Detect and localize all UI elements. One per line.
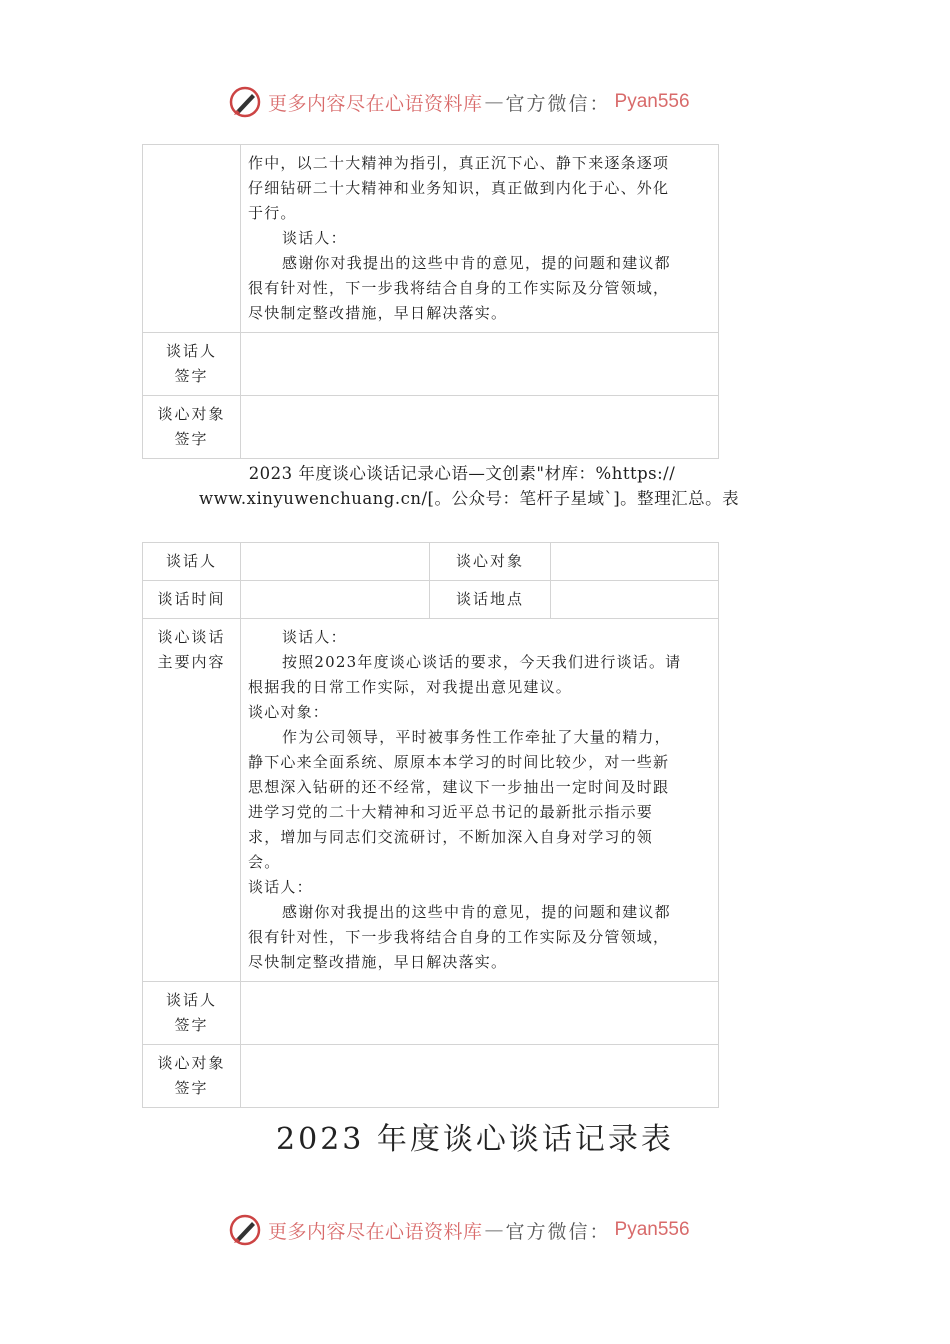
place-field[interactable] (551, 581, 719, 619)
speaker-signature-label: 谈话人 签字 (143, 982, 241, 1045)
content-line: 求，增加与同志们交流研讨，不断加深入自身对学习的领 (248, 828, 654, 846)
reply-line: 尽快制定整改措施，早日解决落实。 (248, 304, 508, 322)
target-field[interactable] (551, 543, 719, 581)
speaker-label: 谈话人： (282, 229, 347, 247)
banner-brand: 更多内容尽在心语资料库 (268, 1220, 483, 1243)
speaker-label: 谈话人： (282, 628, 347, 646)
source-note-line2: www.xinyuwenchuang.cn/[。公众号：笔杆子星域`]。整理汇总。表 (199, 489, 740, 508)
speaker-label: 谈话人： (248, 878, 313, 896)
content-cell (241, 619, 719, 982)
pen-logo-icon (228, 1213, 262, 1247)
banner-wechat-id: Pyan556 (614, 91, 690, 112)
content-line: 进学习党的二十大精神和习近平总书记的最新批示指示要 (248, 803, 654, 821)
content-label: 谈心谈话 主要内容 (143, 619, 241, 982)
reply-line: 感谢你对我提出的这些中肯的意见，提的问题和建议都 (282, 254, 671, 272)
content-line: 作为公司领导，平时被事务性工作牵扯了大量的精力， (282, 728, 671, 746)
content-line: 静下心来全面系统、原原本本学习的时间比较少，对一些新 (248, 753, 670, 771)
empty-label-cell (143, 145, 241, 333)
speaker-signature-label: 谈话人 签字 (143, 333, 241, 396)
content-line: 根据我的日常工作实际，对我提出意见建议。 (248, 678, 573, 696)
banner-separator: — (484, 91, 504, 113)
header-banner (228, 82, 728, 122)
place-label: 谈话地点 (430, 581, 551, 619)
banner-official: 官方微信： (505, 92, 611, 115)
source-note (142, 461, 782, 511)
record-table-continued (142, 144, 719, 459)
content-line: 按照2023年度谈心谈话的要求，今天我们进行谈话。请 (282, 653, 682, 671)
target-label: 谈心对象 (430, 543, 551, 581)
target-signature-field[interactable] (241, 1045, 719, 1108)
banner-wechat-id: Pyan556 (614, 1219, 690, 1240)
target-signature-label: 谈心对象 签字 (143, 1045, 241, 1108)
banner-brand: 更多内容尽在心语资料库 (268, 92, 483, 115)
target-signature-field[interactable] (241, 396, 719, 459)
content-line: 作中，以二十大精神为指引，真正沉下心、静下来逐条逐项 (248, 154, 670, 172)
content-line: 思想深入钻研的还不经常，建议下一步抽出一定时间及时跟 (248, 778, 670, 796)
banner-official: 官方微信： (505, 1220, 611, 1243)
record-table (142, 542, 719, 1108)
banner-separator: — (484, 1219, 504, 1241)
time-field[interactable] (241, 581, 430, 619)
target-signature-label: 谈心对象 签字 (143, 396, 241, 459)
speaker-signature-field[interactable] (241, 333, 719, 396)
time-label: 谈话时间 (143, 581, 241, 619)
speaker-field[interactable] (241, 543, 430, 581)
reply-line: 很有针对性，下一步我将结合自身的工作实际及分管领域， (248, 279, 670, 297)
speaker-signature-field[interactable] (241, 982, 719, 1045)
content-line: 于行。 (248, 204, 297, 222)
continued-content-cell (241, 145, 719, 333)
reply-line: 感谢你对我提出的这些中肯的意见，提的问题和建议都 (282, 903, 671, 921)
footer-banner (228, 1210, 728, 1250)
document-title: 2023 年度谈心谈话记录表 (276, 1122, 674, 1157)
pen-logo-icon (228, 85, 262, 119)
content-line: 会。 (248, 853, 281, 871)
target-speaker-label: 谈心对象： (248, 703, 330, 721)
content-line: 仔细钻研二十大精神和业务知识，真正做到内化于心、外化 (248, 179, 670, 197)
source-note-line1: 2023 年度谈心谈话记录心语—文创素"材库：%https:// (248, 464, 676, 483)
reply-line: 很有针对性，下一步我将结合自身的工作实际及分管领域， (248, 928, 670, 946)
reply-line: 尽快制定整改措施，早日解决落实。 (248, 953, 508, 971)
speaker-label: 谈话人 (143, 543, 241, 581)
